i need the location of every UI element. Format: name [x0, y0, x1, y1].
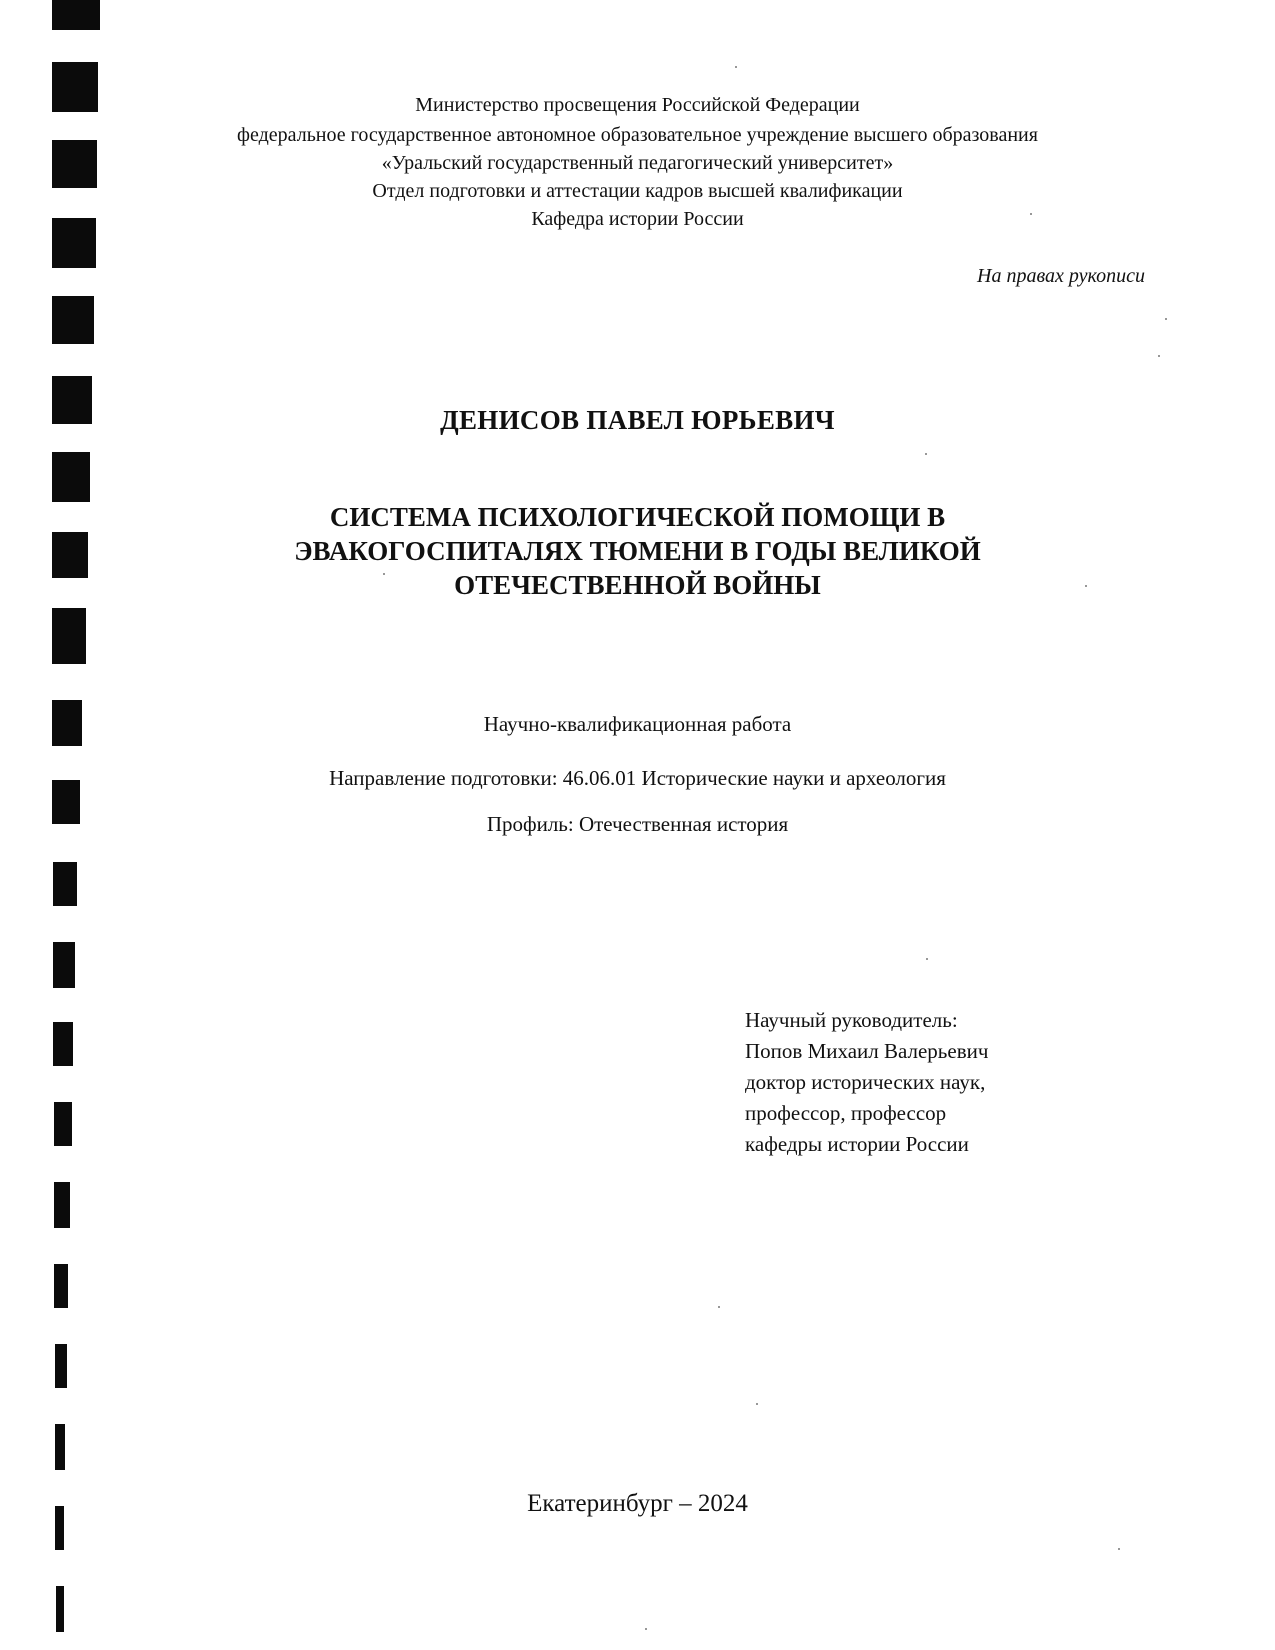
- supervisor-line: Научный руководитель:: [745, 1008, 958, 1032]
- thesis-title-line: СИСТЕМА ПСИХОЛОГИЧЕСКОЙ ПОМОЩИ В: [329, 502, 946, 532]
- institution-type-line: федеральное государственное автономное образовательное учреждение высшего образования: [237, 124, 1038, 146]
- supervisor-line: доктор исторических наук,: [745, 1070, 986, 1094]
- scan-speck: [1158, 355, 1160, 357]
- university-name-line: «Уральский государственный педагогический университет»: [381, 152, 894, 174]
- author-name: ДЕНИСОВ ПАВЕЛ ЮРЬЕВИЧ: [440, 405, 835, 435]
- binding-mark: [54, 1264, 68, 1308]
- manuscript-note: На правах рукописи: [977, 265, 1145, 287]
- thesis-title-line: ОТЕЧЕСТВЕННОЙ ВОЙНЫ: [454, 570, 821, 600]
- work-type: Научно-квалификационная работа: [483, 712, 792, 736]
- binding-mark: [52, 296, 94, 344]
- city-year: Екатеринбург – 2024: [527, 1490, 748, 1517]
- thesis-title: [0, 500, 1275, 602]
- binding-mark: [55, 1344, 67, 1388]
- ministry-line: Министерство просвещения Российской Федерации: [415, 94, 860, 116]
- study-profile: Профиль: Отечественная история: [486, 812, 789, 836]
- chair-line: Кафедра истории России: [531, 208, 744, 230]
- binding-mark: [52, 0, 100, 30]
- supervisor-line: профессор, профессор: [745, 1101, 947, 1125]
- thesis-title-line: ЭВАКОГОСПИТАЛЯХ ТЮМЕНИ В ГОДЫ ВЕЛИКОЙ: [294, 536, 981, 566]
- binding-mark: [53, 942, 75, 988]
- scan-speck: [926, 958, 928, 960]
- scan-speck: [718, 1306, 720, 1308]
- supervisor-block: [745, 1005, 988, 1160]
- scan-speck: [735, 66, 737, 68]
- binding-mark: [52, 608, 86, 664]
- binding-mark: [54, 1102, 72, 1146]
- supervisor-line: кафедры истории России: [745, 1132, 969, 1156]
- binding-mark: [54, 1182, 70, 1228]
- binding-mark: [53, 1022, 73, 1066]
- binding-mark: [55, 1424, 65, 1470]
- study-direction: Направление подготовки: 46.06.01 Исторические науки и археология: [329, 766, 946, 790]
- scan-speck: [1118, 1548, 1120, 1550]
- supervisor-line: Попов Михаил Валерьевич: [745, 1039, 989, 1063]
- binding-mark: [53, 862, 77, 906]
- scan-speck: [756, 1403, 758, 1405]
- binding-mark: [52, 452, 90, 502]
- scan-speck: [1165, 318, 1167, 320]
- scan-speck: [925, 453, 927, 455]
- department-line: Отдел подготовки и аттестации кадров высшей квалификации: [372, 180, 903, 202]
- scan-speck: [645, 1628, 647, 1630]
- binding-mark: [56, 1586, 64, 1632]
